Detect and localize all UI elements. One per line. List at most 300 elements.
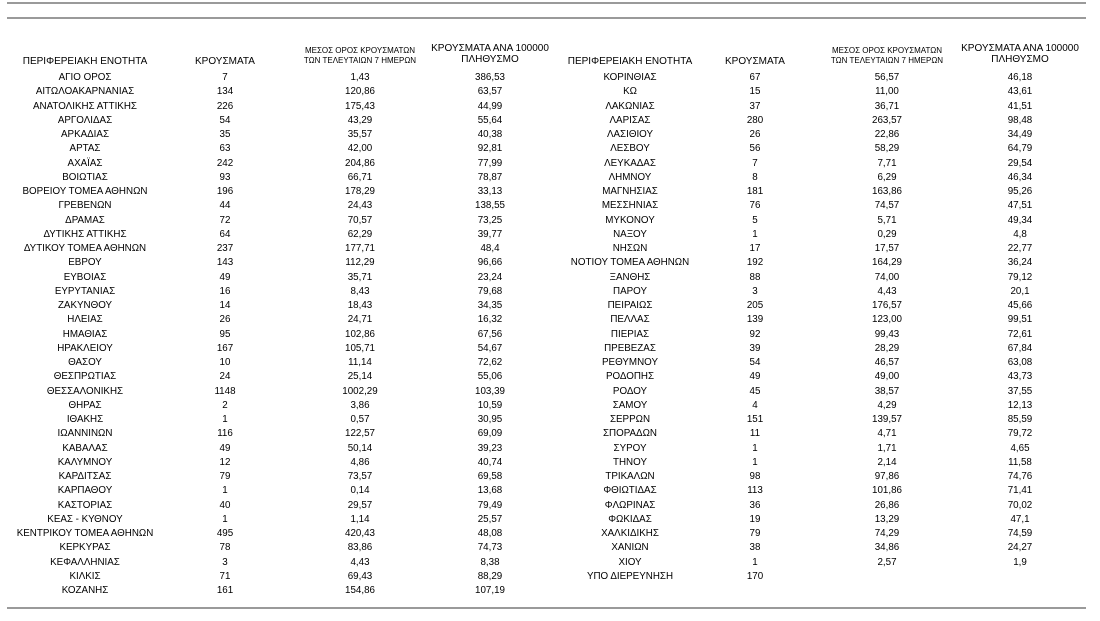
table-row [0, 199, 560, 213]
avg-cell: 22,86 [874, 129, 900, 140]
table-row [0, 313, 560, 327]
cases-cell: 15 [749, 86, 761, 98]
per100k-cell: 63,57 [477, 86, 503, 98]
bottom-rule [7, 607, 1086, 609]
region-cell: ΚΕΑΣ - ΚΥΘΝΟΥ [47, 513, 123, 525]
cases-cell: 143 [216, 257, 234, 269]
table-row [555, 185, 1100, 199]
avg-cell: 35,71 [347, 271, 373, 283]
region-cell: ΤΗΝΟΥ [613, 456, 647, 468]
region-cell: ΑΙΤΩΛΟΑΚΑΡΝΑΝΙΑΣ [35, 86, 135, 98]
per100k-cell: 55,06 [477, 371, 503, 383]
table-row [555, 499, 1100, 513]
table-row [0, 470, 560, 484]
cases-cell: 3 [222, 556, 228, 568]
table-row [0, 513, 560, 527]
per100k-cell: 24,27 [1007, 542, 1033, 554]
per100k-cell: 386,53 [475, 72, 505, 83]
region-cell: ΕΥΡΥΤΑΝΙΑΣ [54, 285, 116, 297]
table-row [555, 114, 1100, 128]
avg-cell: 263,57 [872, 114, 902, 126]
cases-cell: 16 [219, 285, 231, 297]
cases-cell: 1 [222, 485, 228, 497]
avg-cell: 1,43 [350, 72, 370, 83]
per100k-cell: 48,08 [477, 528, 503, 539]
table-row [0, 271, 560, 285]
region-cell: ΓΡΕΒΕΝΩΝ [58, 200, 112, 212]
per100k-cell: 48,4 [480, 243, 500, 254]
region-cell: ΥΠΟ ΔΙΕΡΕΥΝΗΣΗ [586, 570, 674, 582]
avg-cell: 4,43 [350, 556, 370, 568]
avg-cell: 4,71 [877, 428, 897, 440]
region-cell: ΔΡΑΜΑΣ [65, 214, 105, 226]
avg-cell: 17,57 [874, 243, 900, 254]
region-cell: ΡΕΘΥΜΝΟΥ [602, 357, 658, 368]
avg-cell: 25,14 [347, 371, 373, 383]
table-row [555, 456, 1100, 470]
per100k-cell: 43,73 [1007, 371, 1033, 383]
region-cell: ΣΥΡΟΥ [613, 442, 647, 454]
avg-cell: 70,57 [347, 214, 373, 226]
cases-cell: 4 [752, 399, 758, 411]
per100k-cell: 39,77 [477, 228, 503, 240]
region-cell: ΙΩΑΝΝΙΝΩΝ [57, 428, 113, 440]
cases-cell: 63 [219, 143, 231, 155]
cases-cell: 49 [219, 271, 231, 283]
cases-cell: 8 [752, 171, 758, 183]
avg-cell: 0,14 [350, 485, 370, 497]
cases-cell: 38 [749, 542, 761, 554]
cases-cell: 242 [216, 157, 234, 169]
region-cell: ΠΡΕΒΕΖΑΣ [604, 342, 656, 354]
avg-cell: 112,29 [345, 257, 375, 269]
avg-cell: 420,43 [345, 528, 375, 539]
table-row [0, 442, 560, 456]
per100k-cell: 25,57 [477, 513, 503, 525]
cases-cell: 495 [216, 528, 234, 539]
avg-cell: 105,71 [345, 342, 375, 354]
region-cell: ΠΕΛΛΑΣ [610, 314, 650, 326]
avg-cell: 176,57 [872, 300, 902, 311]
cases-cell: 10 [219, 357, 231, 368]
per100k-cell: 41,51 [1007, 100, 1033, 112]
avg-cell: 83,86 [347, 542, 373, 554]
table-row [555, 228, 1100, 242]
per100k-cell: 11,58 [1008, 456, 1032, 468]
region-cell: ΑΡΤΑΣ [69, 143, 101, 155]
avg-cell: 24,43 [347, 200, 373, 212]
region-cell: ΚΕΦΑΛΛΗΝΙΑΣ [50, 556, 120, 568]
per100k-cell: 54,67 [477, 342, 503, 354]
per100k-cell: 34,49 [1007, 129, 1033, 140]
header-region-left: ΠΕΡΙΦΕΡΕΙΑΚΗ ΕΝΟΤΗΤΑ [22, 56, 148, 67]
region-cell: ΣΠΟΡΑΔΩΝ [602, 428, 658, 440]
avg-cell: 6,29 [877, 171, 897, 183]
header-per100k-line2: ΠΛΗΘΥΣΜΟ [991, 54, 1049, 65]
right-table [555, 71, 1100, 584]
region-cell: ΛΑΣΙΘΙΟΥ [606, 129, 654, 140]
table-row [555, 142, 1100, 156]
per100k-cell: 95,26 [1007, 186, 1033, 197]
cases-cell: 76 [749, 200, 761, 212]
region-cell: ΔΥΤΙΚΗΣ ΑΤΤΙΚΗΣ [43, 228, 127, 240]
avg-cell: 99,43 [874, 328, 900, 340]
per100k-cell: 98,48 [1007, 114, 1033, 126]
per100k-cell: 47,51 [1007, 200, 1033, 212]
region-cell: ΔΥΤΙΚΟΥ ΤΟΜΕΑ ΑΘΗΝΩΝ [23, 243, 147, 254]
table-row [0, 328, 560, 342]
table-row [0, 342, 560, 356]
avg-cell: 8,43 [350, 285, 370, 297]
table-row [555, 285, 1100, 299]
table-row [555, 342, 1100, 356]
per100k-cell: 74,73 [477, 542, 503, 554]
avg-cell: 50,14 [347, 442, 373, 454]
table-row [555, 385, 1100, 399]
cases-cell: 17 [749, 243, 761, 254]
cases-cell: 95 [219, 328, 231, 340]
table-row [0, 499, 560, 513]
region-cell: ΑΡΓΟΛΙΔΑΣ [57, 114, 113, 126]
avg-cell: 13,29 [874, 513, 900, 525]
avg-cell: 4,29 [877, 399, 897, 411]
cases-cell: 56 [749, 143, 761, 155]
table-row [0, 214, 560, 228]
avg-cell: 139,57 [872, 414, 902, 425]
cases-cell: 92 [749, 328, 761, 340]
table-row [555, 356, 1100, 370]
table-row [555, 370, 1100, 384]
cases-cell: 1 [752, 442, 758, 454]
per100k-cell: 46,34 [1007, 171, 1033, 183]
header-per100k-right [950, 43, 1090, 65]
cases-cell: 1 [752, 228, 758, 240]
table-row [555, 242, 1100, 256]
region-cell: ΚΕΝΤΡΙΚΟΥ ΤΟΜΕΑ ΑΘΗΝΩΝ [16, 528, 154, 539]
avg-cell: 74,29 [874, 528, 900, 539]
cases-cell: 12 [219, 456, 231, 468]
cases-cell: 170 [746, 570, 764, 582]
table-row [0, 142, 560, 156]
cases-cell: 45 [749, 385, 761, 397]
per100k-cell: 22,77 [1007, 243, 1033, 254]
table-row [555, 484, 1100, 498]
cases-cell: 49 [219, 442, 231, 454]
avg-cell: 56,57 [874, 72, 900, 83]
avg-cell: 120,86 [345, 86, 375, 98]
per100k-cell: 4,65 [1010, 442, 1030, 454]
avg-cell: 35,57 [347, 129, 373, 140]
table-row [555, 71, 1100, 85]
avg-cell: 204,86 [345, 157, 375, 169]
table-row [555, 442, 1100, 456]
cases-cell: 280 [746, 114, 764, 126]
region-cell: ΑΝΑΤΟΛΙΚΗΣ ΑΤΤΙΚΗΣ [33, 100, 137, 112]
per100k-cell: 92,81 [477, 143, 503, 155]
region-cell: ΛΑΚΩΝΙΑΣ [605, 100, 655, 112]
table-row [555, 541, 1100, 555]
header-region-right: ΠΕΡΙΦΕΡΕΙΑΚΗ ΕΝΟΤΗΤΑ [567, 56, 693, 67]
avg-cell: 26,86 [874, 499, 900, 511]
per100k-cell: 20,1 [1010, 285, 1030, 297]
region-cell: ΚΟΖΑΝΗΣ [61, 585, 109, 596]
cases-cell: 79 [219, 471, 231, 482]
avg-cell: 66,71 [347, 171, 373, 183]
cases-cell: 44 [219, 200, 231, 212]
header-avg-line1: ΜΕΣΟΣ ΟΡΟΣ ΚΡΟΥΣΜΑΤΩΝ [831, 46, 943, 55]
cases-cell: 64 [219, 228, 231, 240]
avg-cell: 11,14 [348, 357, 372, 368]
cases-cell: 93 [219, 171, 231, 183]
cases-cell: 151 [746, 414, 764, 425]
avg-cell: 1,71 [877, 442, 897, 454]
cases-cell: 161 [216, 585, 234, 596]
avg-cell: 7,71 [877, 157, 897, 169]
table-row [0, 285, 560, 299]
per100k-cell: 99,51 [1007, 314, 1033, 326]
cases-cell: 36 [749, 499, 761, 511]
per100k-cell: 73,25 [477, 214, 503, 226]
per100k-cell: 72,62 [477, 357, 503, 368]
per100k-cell: 107,19 [475, 585, 505, 596]
cases-cell: 11 [749, 428, 761, 440]
region-cell: ΧΙΟΥ [618, 556, 642, 568]
top-rule [7, 2, 1086, 4]
region-cell: ΗΜΑΘΙΑΣ [62, 328, 108, 340]
per100k-cell: 30,95 [477, 414, 503, 425]
header-per100k-left [420, 43, 560, 65]
table-row [0, 484, 560, 498]
per100k-cell: 85,59 [1007, 414, 1033, 425]
per100k-cell: 79,12 [1007, 271, 1033, 283]
avg-cell: 4,86 [350, 456, 370, 468]
avg-cell: 73,57 [347, 471, 373, 482]
cases-cell: 26 [219, 314, 231, 326]
avg-cell: 2,14 [877, 456, 897, 468]
region-cell: ΦΩΚΙΔΑΣ [608, 513, 652, 525]
per100k-cell: 46,18 [1007, 72, 1033, 83]
per100k-cell: 67,56 [477, 328, 503, 340]
region-cell: ΛΕΣΒΟΥ [610, 143, 650, 155]
table-row [0, 85, 560, 99]
table-row [555, 171, 1100, 185]
table-row [555, 214, 1100, 228]
per100k-cell: 79,72 [1007, 428, 1033, 440]
region-cell: ΑΓΙΟ ΟΡΟΣ [58, 72, 112, 83]
table-row [0, 427, 560, 441]
avg-cell: 43,29 [347, 114, 373, 126]
table-row [555, 413, 1100, 427]
cases-cell: 192 [746, 257, 764, 269]
per100k-cell: 43,61 [1007, 86, 1033, 98]
cases-cell: 226 [216, 100, 234, 112]
table-row [0, 527, 560, 541]
per100k-cell: 39,23 [477, 442, 503, 454]
region-cell: ΡΟΔΟΠΗΣ [605, 371, 655, 383]
region-cell: ΦΘΙΩΤΙΔΑΣ [603, 485, 657, 497]
per100k-cell: 138,55 [475, 200, 505, 212]
cases-cell: 54 [749, 357, 761, 368]
table-row [0, 413, 560, 427]
header-avg-line2: ΤΩΝ ΤΕΛΕΥΤΑΙΩΝ 7 ΗΜΕΡΩΝ [830, 56, 944, 65]
region-cell: ΞΑΝΘΗΣ [609, 271, 651, 283]
cases-cell: 98 [749, 471, 761, 482]
region-cell: ΚΑΣΤΟΡΙΑΣ [57, 499, 113, 511]
per100k-cell: 77,99 [477, 157, 503, 169]
per100k-cell: 67,84 [1007, 342, 1033, 354]
region-cell: ΧΑΛΚΙΔΙΚΗΣ [601, 528, 659, 539]
per100k-cell: 74,76 [1007, 471, 1033, 482]
table-row [0, 128, 560, 142]
per100k-cell: 70,02 [1007, 499, 1033, 511]
table-row [555, 513, 1100, 527]
cases-cell: 19 [749, 513, 761, 525]
avg-cell: 18,43 [347, 300, 373, 311]
table-row [555, 299, 1100, 313]
header-avg-line1: ΜΕΣΟΣ ΟΡΟΣ ΚΡΟΥΣΜΑΤΩΝ [304, 46, 416, 55]
cases-cell: 7 [752, 157, 758, 169]
region-cell: ΕΒΡΟΥ [68, 257, 102, 269]
region-cell: ΠΙΕΡΙΑΣ [610, 328, 650, 340]
header-cases-left: ΚΡΟΥΣΜΑΤΑ [195, 56, 255, 67]
cases-cell: 2 [222, 399, 228, 411]
header-per100k-line1: ΚΡΟΥΣΜΑΤΑ ΑΝΑ 100000 [961, 43, 1079, 54]
cases-cell: 1 [752, 456, 758, 468]
region-cell: ΑΡΚΑΔΙΑΣ [61, 129, 109, 140]
per100k-cell: 36,24 [1007, 257, 1033, 269]
avg-cell: 101,86 [872, 485, 902, 497]
cases-cell: 24 [219, 371, 231, 383]
region-cell: ΛΕΥΚΑΔΑΣ [604, 157, 656, 169]
table-row [0, 456, 560, 470]
per100k-cell: 44,99 [477, 100, 503, 112]
per100k-cell: 71,41 [1007, 485, 1033, 497]
avg-cell: 74,00 [874, 271, 900, 283]
table-row [0, 541, 560, 555]
table-row [0, 71, 560, 85]
region-cell: ΖΑΚΥΝΘΟΥ [57, 300, 113, 311]
region-cell: ΙΘΑΚΗΣ [66, 414, 104, 425]
cases-cell: 35 [219, 129, 231, 140]
region-cell: ΚΩ [623, 86, 637, 98]
cases-cell: 14 [219, 300, 231, 311]
avg-cell: 1,14 [350, 513, 370, 525]
region-cell: ΚΑΡΠΑΘΟΥ [57, 485, 113, 497]
cases-cell: 7 [222, 72, 228, 83]
avg-cell: 0,57 [350, 414, 370, 425]
region-cell: ΛΑΡΙΣΑΣ [609, 114, 651, 126]
cases-cell: 26 [749, 129, 761, 140]
header-per100k-line1: ΚΡΟΥΣΜΑΤΑ ΑΝΑ 100000 [431, 43, 549, 54]
region-cell: ΠΑΡΟΥ [613, 285, 647, 297]
cases-cell: 1 [222, 513, 228, 525]
per100k-cell: 103,39 [475, 385, 505, 397]
region-cell: ΘΑΣΟΥ [68, 357, 102, 368]
table-row [555, 328, 1100, 342]
per100k-cell: 23,24 [477, 271, 503, 283]
cases-cell: 181 [746, 186, 764, 197]
left-table [0, 71, 560, 598]
table-row [555, 256, 1100, 270]
per100k-cell: 33,13 [477, 186, 503, 197]
per100k-cell: 78,87 [477, 171, 503, 183]
top-rule-2 [7, 17, 1086, 19]
region-cell: ΝΗΣΩΝ [612, 243, 648, 254]
avg-cell: 5,71 [877, 214, 897, 226]
region-cell: ΚΑΛΥΜΝΟΥ [57, 456, 113, 468]
per100k-cell: 40,38 [477, 129, 503, 140]
per100k-cell: 55,64 [477, 114, 503, 126]
per100k-cell: 13,68 [477, 485, 503, 497]
avg-cell: 4,43 [877, 285, 897, 297]
region-cell: ΘΕΣΣΑΛΟΝΙΚΗΣ [46, 385, 124, 397]
table-row [0, 157, 560, 171]
region-cell: ΧΑΝΙΩΝ [611, 542, 649, 554]
table-row [0, 356, 560, 370]
avg-cell: 49,00 [874, 371, 900, 383]
table-row [555, 128, 1100, 142]
region-cell: ΤΡΙΚΑΛΩΝ [605, 471, 655, 482]
cases-cell: 78 [219, 542, 231, 554]
cases-cell: 3 [752, 285, 758, 297]
header-avg-right [817, 46, 957, 66]
region-cell: ΚΕΡΚΥΡΑΣ [59, 542, 111, 554]
cases-cell: 196 [216, 186, 234, 197]
per100k-cell: 69,58 [477, 471, 503, 482]
region-cell: ΜΕΣΣΗΝΙΑΣ [601, 200, 659, 212]
avg-cell: 28,29 [874, 342, 900, 354]
per100k-cell: 79,68 [477, 285, 503, 297]
table-row [0, 242, 560, 256]
cases-cell: 1 [222, 414, 228, 425]
region-cell: ΜΑΓΝΗΣΙΑΣ [602, 186, 658, 197]
cases-cell: 237 [216, 243, 234, 254]
cases-cell: 37 [749, 100, 761, 112]
header-cases-right: ΚΡΟΥΣΜΑΤΑ [725, 56, 785, 67]
table-row [555, 570, 1100, 584]
avg-cell: 36,71 [874, 100, 900, 112]
avg-cell: 123,00 [872, 314, 902, 326]
cases-cell: 113 [747, 485, 763, 497]
avg-cell: 69,43 [347, 570, 373, 582]
cases-cell: 67 [749, 72, 761, 83]
avg-cell: 74,57 [874, 200, 900, 212]
cases-cell: 40 [219, 499, 231, 511]
avg-cell: 29,57 [347, 499, 373, 511]
region-cell: ΦΛΩΡΙΝΑΣ [604, 499, 656, 511]
region-cell: ΚΑΒΑΛΑΣ [62, 442, 108, 454]
avg-cell: 164,29 [872, 257, 902, 269]
table-row [555, 470, 1100, 484]
cases-cell: 54 [219, 114, 231, 126]
cases-cell: 5 [752, 214, 758, 226]
avg-cell: 38,57 [874, 385, 900, 397]
table-row [0, 556, 560, 570]
table-row [0, 584, 560, 598]
region-cell: ΣΑΜΟΥ [612, 399, 648, 411]
region-cell: ΗΡΑΚΛΕΙΟΥ [57, 342, 113, 354]
table-row [0, 114, 560, 128]
table-row [555, 313, 1100, 327]
table-row [0, 100, 560, 114]
avg-cell: 154,86 [345, 585, 375, 596]
table-row [0, 171, 560, 185]
cases-cell: 88 [749, 271, 761, 283]
avg-cell: 1002,29 [342, 385, 378, 397]
avg-cell: 11,00 [875, 86, 899, 98]
header-per100k-line2: ΠΛΗΘΥΣΜΟ [461, 54, 519, 65]
table-row [555, 157, 1100, 171]
